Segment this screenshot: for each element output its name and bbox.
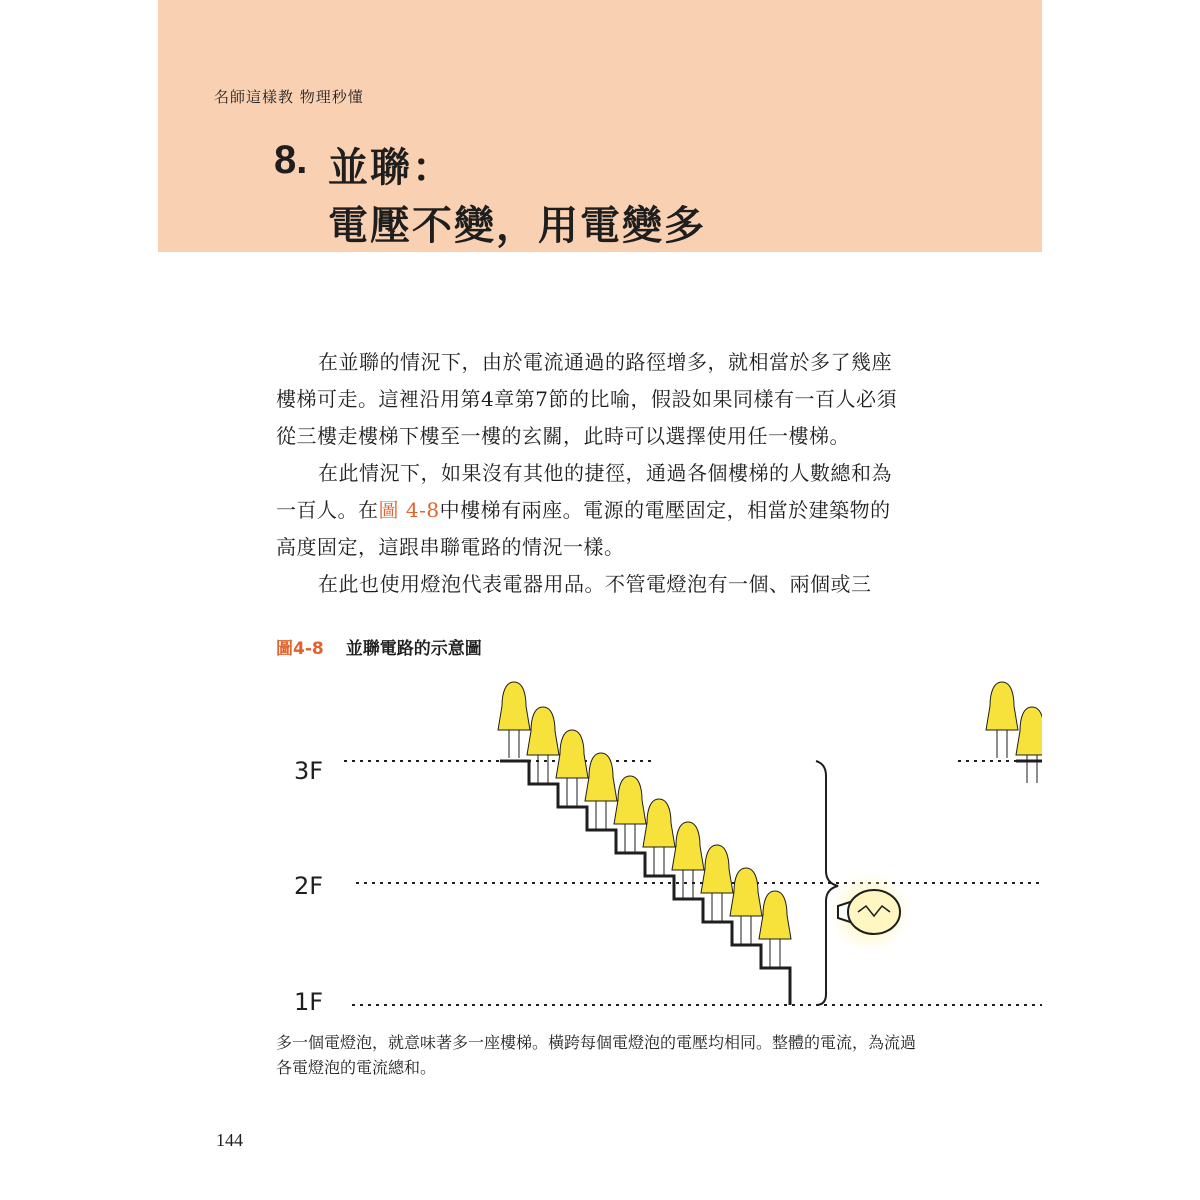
person-figure <box>585 753 617 829</box>
chapter-number: 8. <box>274 138 308 182</box>
series-title: 名師這樣教 物理秒懂 <box>214 88 364 106</box>
paragraph-2-text-b: 中樓梯有兩座。電源的電壓固定，相當於建築物的高度固定，這跟串聯電路的情況一樣。 <box>276 498 891 559</box>
voltage-bracket <box>816 761 838 1005</box>
person-figure <box>527 707 559 783</box>
figure-title: 並聯電路的示意圖 <box>345 639 482 659</box>
paragraph-2-text-a: 在此情況下，如果沒有其他的捷徑，通過各個樓梯的人數總和為一百人。在 <box>276 461 892 522</box>
paragraph-3: 在此也使用燈泡代表電器用品。不管電燈泡有一個、兩個或三 <box>318 572 872 596</box>
page-number: 144 <box>216 1130 243 1150</box>
person-figure <box>759 891 791 967</box>
walking-people-left <box>498 682 791 967</box>
figure-caption <box>276 634 482 659</box>
floor-label-1f: 1F <box>294 988 324 1016</box>
body-text <box>276 344 908 603</box>
light-bulb-icon <box>830 872 910 952</box>
parallel-circuit-illustration <box>286 676 1042 1016</box>
person-figure <box>556 730 588 806</box>
person-figure <box>701 845 733 921</box>
paragraph-1: 在並聯的情況下，由於電流通過的路徑增多，就相當於多了幾座樓梯可走。這裡沿用第4章第7節的比喻，假設如果同樣有一百人必須從三樓走樓梯下樓至一樓的玄關，此時可以選擇使用任一樓梯。 <box>276 350 897 448</box>
person-figure <box>730 868 762 944</box>
floor-label-2f: 2F <box>294 872 324 900</box>
person-figure <box>1016 707 1042 783</box>
figure-note: 多一個電燈泡，就意味著多一座樓梯。橫跨每個電燈泡的電壓均相同。整體的電流，為流過各電燈泡的電流總和。 <box>276 1033 917 1077</box>
person-figure <box>986 682 1018 758</box>
staircase-right <box>1016 761 1042 856</box>
chapter-title-line2: 電壓不變，用電變多 <box>328 203 706 249</box>
staircase-diagram <box>286 676 1042 1016</box>
person-figure <box>498 682 530 758</box>
chapter-header-band <box>158 0 1042 252</box>
floor-label-3f: 3F <box>294 757 324 785</box>
person-figure <box>672 822 704 898</box>
person-figure <box>614 776 646 852</box>
figure-id: 圖4-8 <box>276 639 324 659</box>
figure-reference-link: 圖 4-8 <box>378 498 440 522</box>
walking-people-right <box>986 682 1042 806</box>
person-figure <box>643 799 675 875</box>
book-page <box>158 0 1042 1200</box>
chapter-title-line1: 並聯： <box>328 145 454 191</box>
paragraph-2 <box>276 455 908 566</box>
